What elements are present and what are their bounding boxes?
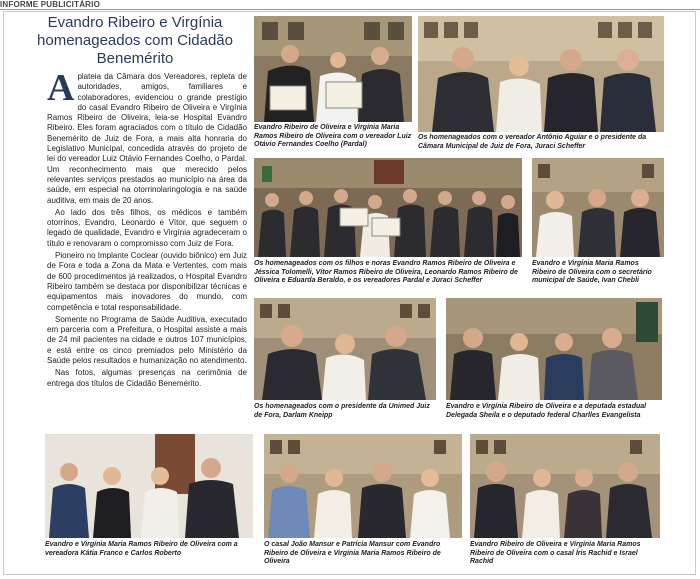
drop-cap: A bbox=[47, 67, 75, 109]
article-paragraph-5: Nas fotos, algumas presenças na cerimônia de entrega dos títulos de Cidadão Benemérito. bbox=[47, 368, 247, 388]
caption-photo-rachid: Evandro Ribeiro de Oliveira e Virgínia Maria Ramos Ribeiro de Oliveira com o casal Íris Rachid e Israel Rachid bbox=[470, 541, 641, 566]
section-label: INFORME PUBLICITÁRIO bbox=[0, 0, 100, 9]
caption-photo-family: Os homenageados com os filhos e noras Evandro Ramos Ribeiro de Oliveira e Jéssica Tolomelli, Vítor Ramos Ribeiro de Oliveira, Leonardo Ramos Ribeiro de Oliveira e Eduarda Beraldo, e os vereadores Pardal e Juraci Scheffer bbox=[254, 260, 518, 285]
caption-photo-unimed: Os homenageados com o presidente da Unimed Juiz de Fora, Darlam Kneipp bbox=[254, 403, 430, 419]
photo-katia-franco bbox=[45, 434, 253, 538]
photo-rachid bbox=[470, 434, 660, 538]
article-paragraph-1 bbox=[47, 67, 247, 206]
article-paragraph-2: Ao lado dos três filhos, os médicos e também otorrinos, Evandro, Leonardo e Vítor, que seguem o legado de qualidade, Evandro e Virgínia agradeceram o título e renovaram o compromisso com Juiz de Fora. bbox=[47, 207, 247, 248]
caption-photo-mansur: O casal João Mansur e Patrícia Mansur com Evandro Ribeiro de Oliveira e Virgínia Maria Ramos Ribeiro de Oliveira bbox=[264, 541, 441, 566]
caption-photo-aguiar-scheffer: Os homenageados com o vereador Antônio Aguiar e o presidente da Câmara Municipal de Juiz de Fora, Juraci Scheffer bbox=[418, 134, 647, 150]
photo-chebli bbox=[532, 158, 664, 257]
photo-deputados bbox=[446, 298, 662, 400]
photo-family bbox=[254, 158, 522, 257]
article-paragraph-3: Pioneiro no Implante Coclear (ouvido biônico) em Juiz de Fora e toda a Zona da Mata e Vertentes, com mais de 600 procedimentos já realizados, o Hospital Evandro Ribeiro também se destaca por disponibilizar técnicas e equipamentos mais inovadores do mundo, com competência e total responsabilidade. bbox=[47, 251, 247, 312]
paragraph-text: plateia da Câmara dos Vereadores, repleta de autoridades, amigos, familiares e colaboradores, evidenciou o grande prestígio do casal Evandro Ribeiro de Oliveira e Virgínia Ramos Ribeiro de Oliveira, leia-se Hospital Evandro Ribeiro. Eles foram agraciados com o título de Cidadão Benemérito de Juiz de Fora, a mais alta honraria do Legislativo Municipal, concedida através do projeto de lei do vereador Luiz Otávio Fernandes Coelho, o Pardal. Um reconhecimento mais que merecido pelos relevantes serviços prestados ao município na área da saúde, em especial na otorrinolaringologia e na saúde auditiva, em mais de 20 anos. bbox=[47, 72, 247, 205]
photo-pardal bbox=[254, 16, 412, 122]
photo-aguiar-scheffer bbox=[418, 16, 664, 132]
top-divider bbox=[0, 9, 700, 10]
photo-mansur bbox=[264, 434, 462, 538]
caption-photo-chebli: Evandro e Virgínia Maria Ramos Ribeiro de Oliveira com o secretário municipal de Saúde, Ivan Chebli bbox=[532, 260, 652, 285]
photo-unimed bbox=[254, 298, 436, 400]
caption-photo-katia-franco: Evandro e Virgínia Maria Ramos Ribeiro de Oliveira com a vereadora Kátia Franco e Carlos Roberto bbox=[45, 541, 238, 557]
caption-photo-pardal: Evandro Ribeiro de Oliveira e Virgínia Maria Ramos Ribeiro de Oliveira com o vereador Luiz Otávio Fernandes Coelho (Pardal) bbox=[254, 124, 412, 149]
article-body bbox=[47, 67, 247, 391]
article-headline: Evandro Ribeiro e Virgínia homenageados com Cidadão Benemérito bbox=[37, 14, 233, 67]
caption-photo-deputados: Evandro e Virgínia Ribeiro de Oliveira e a deputada estadual Delegada Sheila e o deputado federal Charlles Evangelista bbox=[446, 403, 647, 419]
article-paragraph-4: Somente no Programa de Saúde Auditiva, executado em parceria com a Prefeitura, o Hospital assiste a mais de 24 mil pacientes na cidade e outros 107 municípios, e está entre os cinco premiados pelo Ministério da Saúde pelos resultados e humanização no atendimento. bbox=[47, 314, 247, 366]
